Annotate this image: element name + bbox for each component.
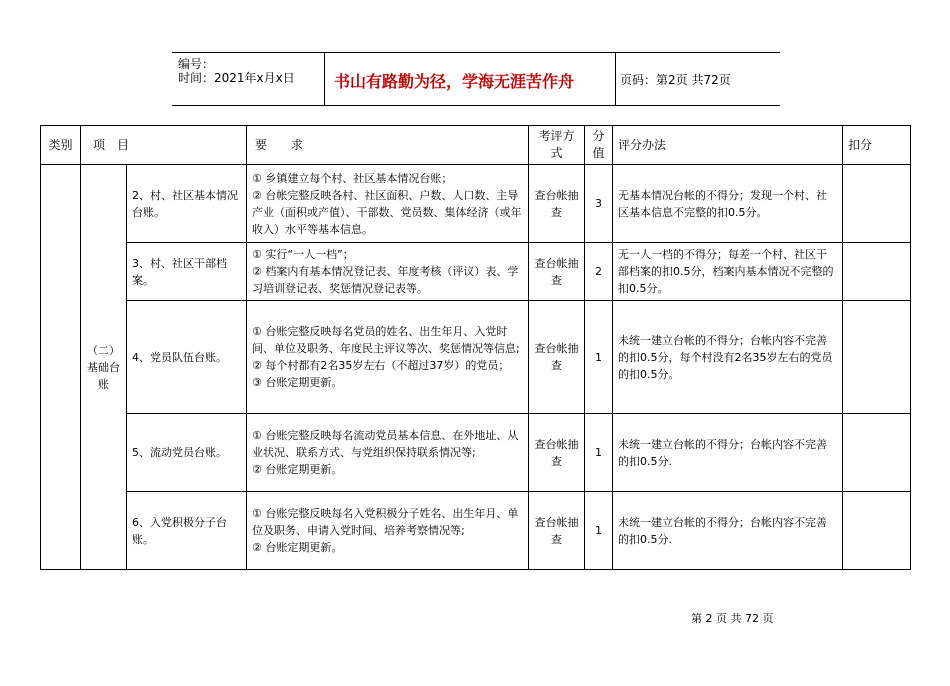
table-row <box>41 492 911 570</box>
table-row <box>41 301 911 414</box>
scoring-cell: 无一人一档的不得分；每差一个村、社区干部档案的扣0.5分，档案内基本情况不完整的扣0.5分。 <box>613 243 843 301</box>
requirement-cell <box>247 492 529 570</box>
scoring-cell: 无基本情况台帐的不得分；发现一个村、社区基本信息不完整的扣0.5分。 <box>613 165 843 243</box>
doc-number-label: 编号： <box>178 57 215 71</box>
requirement-cell <box>247 165 529 243</box>
page-footer: 第 2 页 共 72 页 <box>691 612 774 625</box>
deduction-cell <box>843 301 911 414</box>
item-cell: 2、村、社区基本情况台账。 <box>127 165 247 243</box>
col-header-method: 考评方式 <box>529 126 585 165</box>
deduction-cell <box>843 492 911 570</box>
requirement-cell <box>247 414 529 492</box>
score-cell: 1 <box>585 492 613 570</box>
requirement-line: ① 台账完整反映每名流动党员基本信息、在外地址、从业状况、联系方式、与党组织保持联系情况等; <box>252 429 519 459</box>
scoring-cell: 未统一建立台帐的不得分；台帐内容不完善的扣0.5分. <box>613 414 843 492</box>
col-header-scoring: 评分办法 <box>613 126 843 165</box>
col-header-project: 项 目 <box>81 126 247 165</box>
table-header-row <box>41 126 911 165</box>
header-motto: 书山有路勤为径，学海无涯苦作舟 <box>334 72 575 91</box>
table-row <box>41 243 911 301</box>
requirement-line: ① 实行“一人一档”； <box>252 248 354 261</box>
group-label-cell <box>81 165 127 570</box>
method-cell: 查台帐抽 查 <box>529 414 585 492</box>
deduction-cell <box>843 414 911 492</box>
score-cell: 1 <box>585 301 613 414</box>
group-label: （二）基础台账 <box>87 343 120 391</box>
item-cell: 6、入党积极分子台账。 <box>127 492 247 570</box>
requirement-line: ② 台帐完整反映各村、社区面积、户数、人口数、主导产业（面积或产值）、干部数、党员数、集体经济（或年收入）水平等基本信息。 <box>252 188 522 236</box>
col-header-requirement: 要 求 <box>247 126 529 165</box>
method-cell: 查台帐抽 查 <box>529 243 585 301</box>
score-cell: 1 <box>585 414 613 492</box>
item-cell: 3、村、社区干部档案。 <box>127 243 247 301</box>
deduction-cell <box>843 165 911 243</box>
item-cell: 4、党员队伍台账。 <box>127 301 247 414</box>
table-row <box>41 414 911 492</box>
scoring-cell: 未统一建立台帐的不得分；台帐内容不完善的扣0.5分. <box>613 492 843 570</box>
item-cell: 5、流动党员台账。 <box>127 414 247 492</box>
requirement-line: ② 每个村都有2名35岁左右（不超过37岁）的党员； <box>252 359 510 372</box>
score-cell: 2 <box>585 243 613 301</box>
requirement-line: ① 台账完整反映每名党员的姓名、出生年月、入党时间、单位及职务、年度民主评议等次、奖惩情况等信息; <box>252 325 520 355</box>
header-meta <box>172 53 324 105</box>
requirement-line: ② 台账定期更新。 <box>252 463 343 476</box>
requirement-line: ③ 台账定期更新。 <box>252 376 343 389</box>
col-header-score: 分值 <box>585 126 613 165</box>
requirement-cell <box>247 301 529 414</box>
requirement-cell <box>247 243 529 301</box>
page-header <box>172 52 780 106</box>
table-row <box>41 165 911 243</box>
scoring-cell: 未统一建立台帐的不得分；台帐内容不完善的扣0.5分，每个村没有2名35岁左右的党员的扣0.5分。 <box>613 301 843 414</box>
requirement-line: ② 台账定期更新。 <box>252 541 343 554</box>
method-cell: 查台帐抽 查 <box>529 301 585 414</box>
assessment-table <box>40 125 911 570</box>
deduction-cell <box>843 243 911 301</box>
score-cell: 3 <box>585 165 613 243</box>
method-cell: 查台帐抽 查 <box>529 492 585 570</box>
method-cell: 查台帐抽 查 <box>529 165 585 243</box>
header-divider <box>615 53 616 105</box>
requirement-line: ① 台账完整反映每名入党积极分子姓名、出生年月、单位及职务、申请入党时间、培养考察情况等; <box>252 507 519 537</box>
requirement-line: ② 档案内有基本情况登记表、年度考核（评议）表、学习培训登记表、奖惩情况登记表等。 <box>252 265 519 295</box>
header-page-info: 页码：第2页 共72页 <box>620 73 731 87</box>
doc-time-label: 时间：2021年x月x日 <box>178 71 295 85</box>
category-cell <box>41 165 81 570</box>
col-header-deduction: 扣分 <box>843 126 911 165</box>
col-header-category: 类别 <box>41 126 81 165</box>
requirement-line: ① 乡镇建立每个村、社区基本情况台账； <box>252 171 453 185</box>
